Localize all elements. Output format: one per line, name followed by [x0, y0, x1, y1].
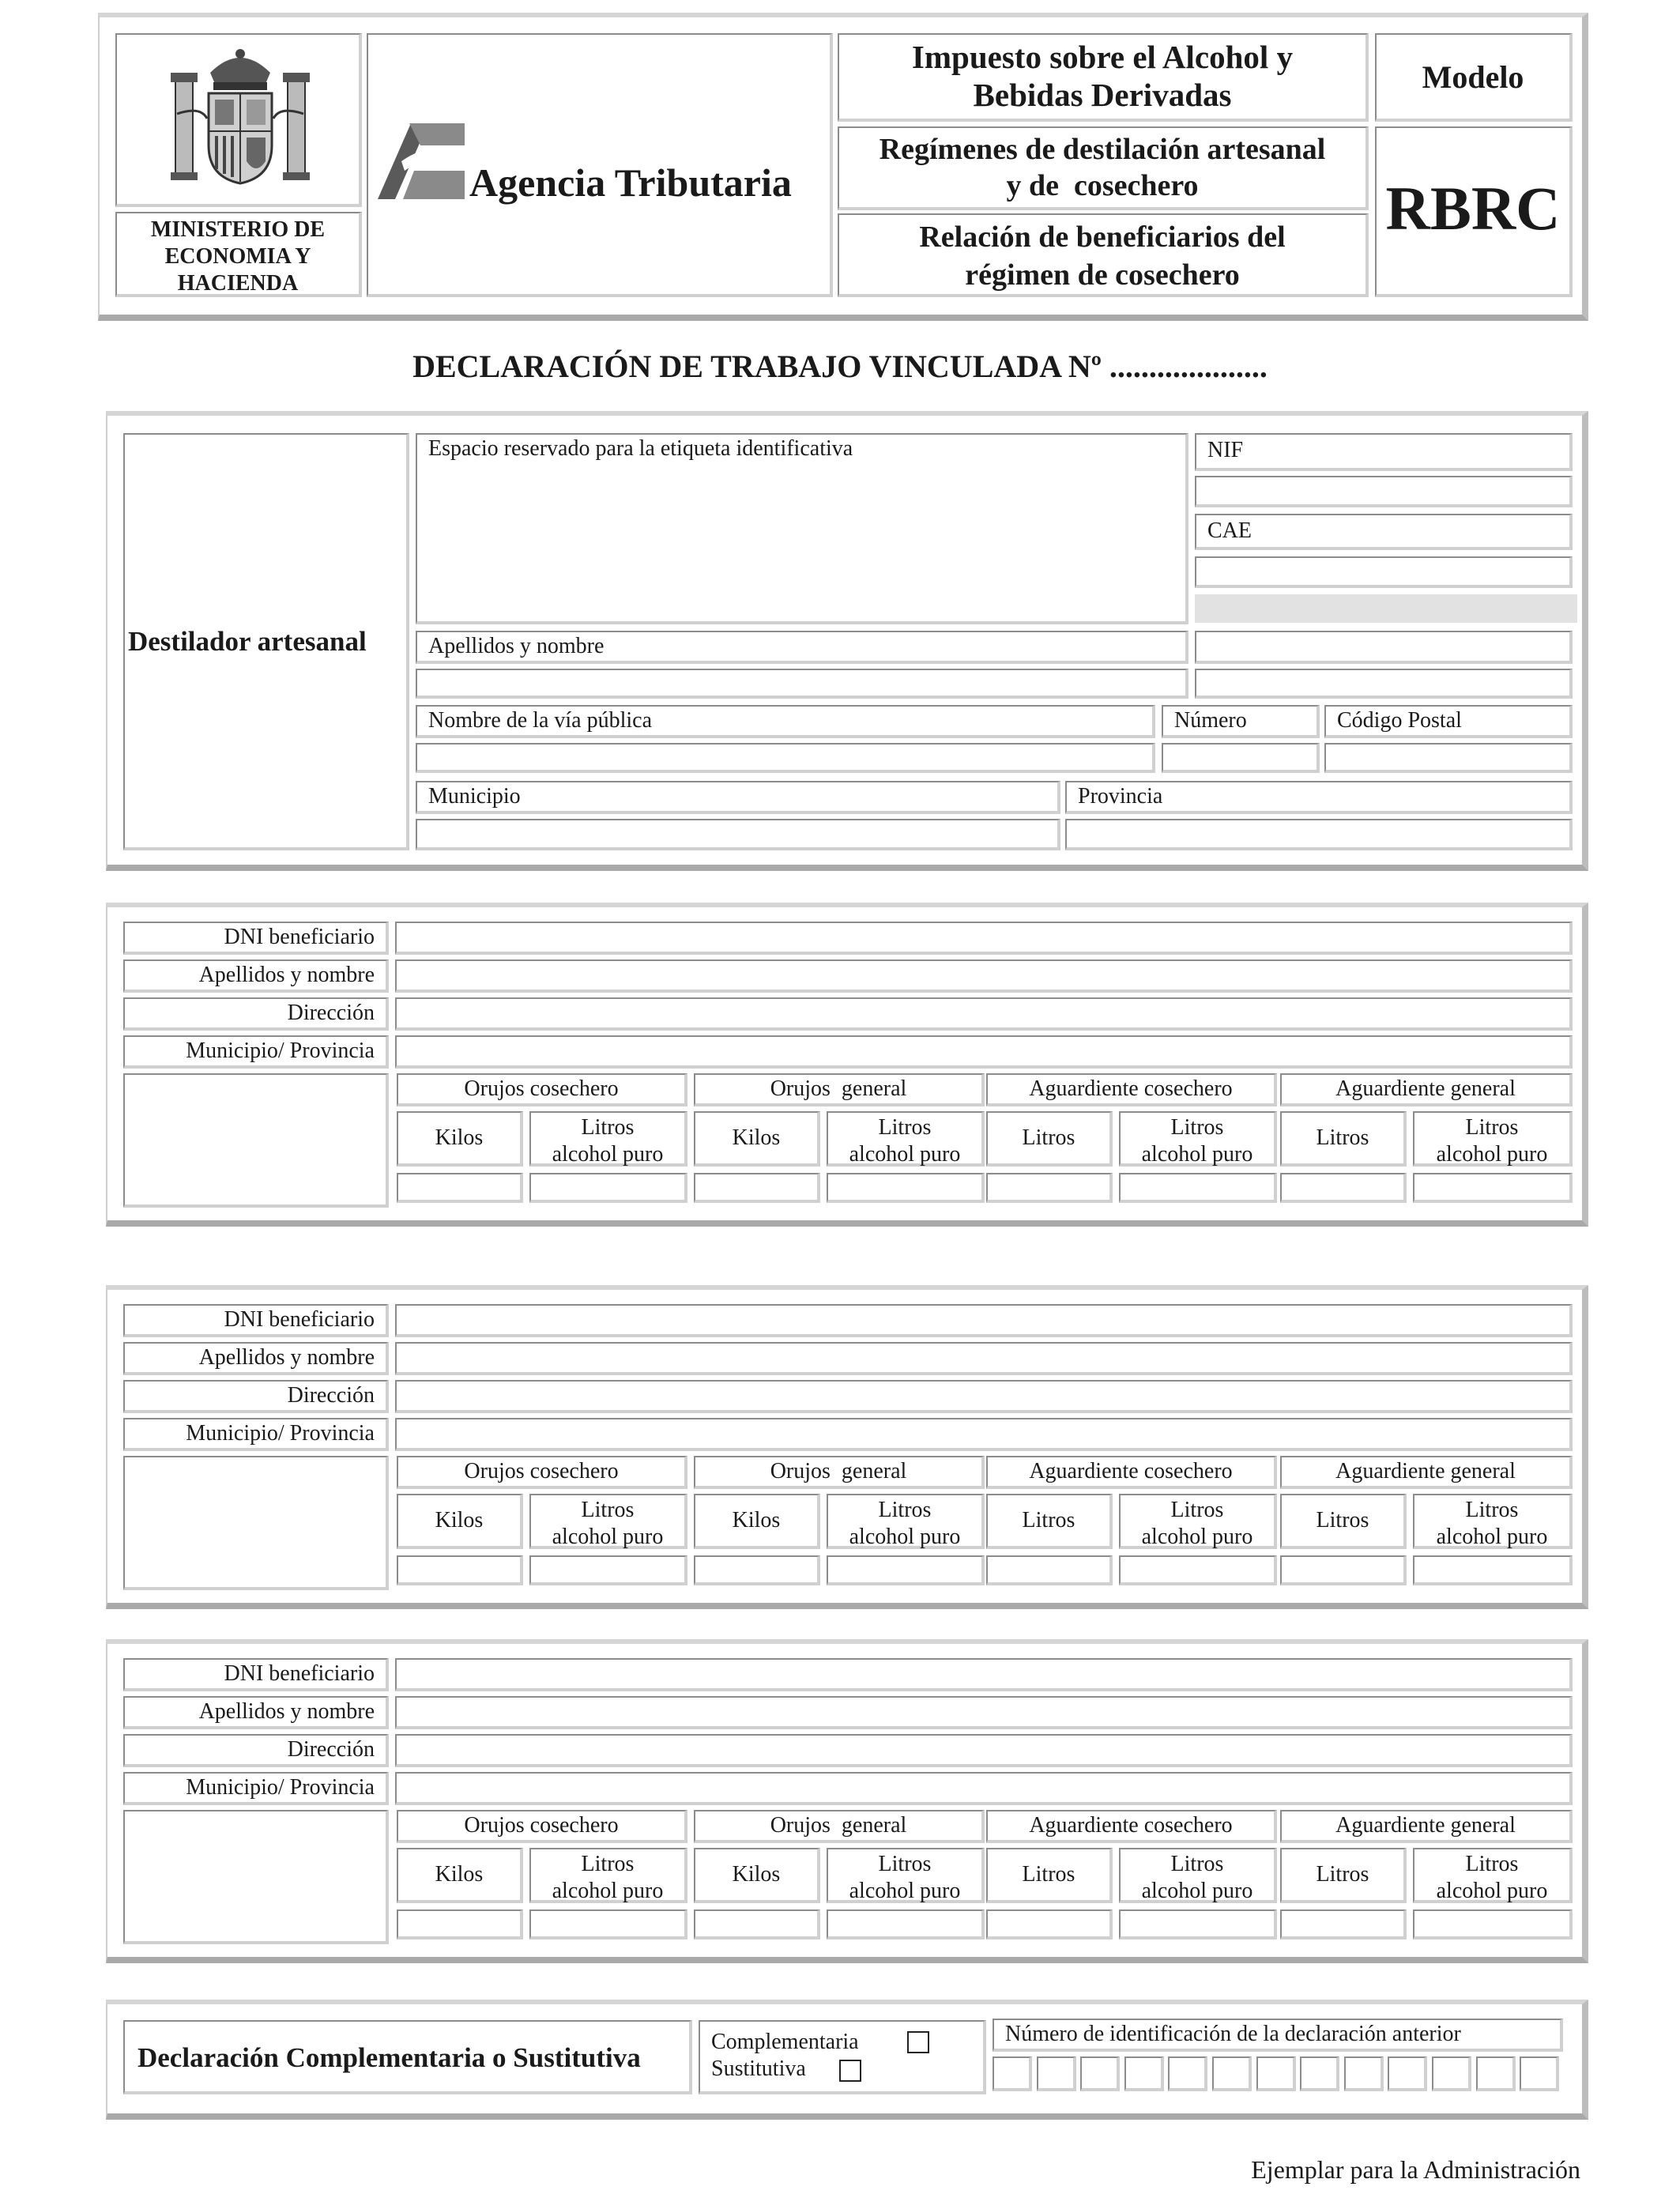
modelo-code-box	[1375, 126, 1573, 297]
type-options-box	[699, 2020, 986, 2094]
litros-label: Litros	[1170, 1498, 1224, 1522]
quantity-header-4-2	[827, 1494, 985, 1549]
alcohol-puro-label: alcohol puro	[552, 1525, 664, 1549]
sustitutiva-checkbox[interactable]	[839, 2060, 861, 2082]
quantity-input-7-1[interactable]	[1280, 1173, 1407, 1203]
orujos-general-header-3	[694, 1810, 985, 1843]
label-space-box	[416, 433, 1188, 624]
quantity-input-8-1[interactable]	[1413, 1173, 1573, 1203]
quantity-header-2-2	[529, 1494, 687, 1549]
litros-label: Litros	[1170, 1115, 1224, 1140]
distiller-section-label: Destilador artesanal	[128, 626, 367, 657]
beneficiary-municipality-label-box-2	[123, 1418, 389, 1451]
agency-box	[367, 33, 833, 297]
litros-label: Litros	[878, 1115, 932, 1140]
orujos-cosechero-header-3	[397, 1810, 687, 1843]
quantities-side-box-3	[123, 1810, 389, 1944]
ministry-line-1: MINISTERIO DE	[150, 217, 326, 242]
beneficiary-name-input-1[interactable]	[395, 959, 1573, 993]
prev-id-digit-cell[interactable]	[1168, 2056, 1207, 2091]
beneficiary-name-label-box-2	[123, 1342, 389, 1375]
litros-label: Litros	[878, 1852, 932, 1876]
sustitutiva-label: Sustitutiva	[711, 2056, 806, 2081]
beneficiary-address-input-3[interactable]	[395, 1734, 1573, 1767]
aguardiente-cosechero-label: Aguardiente cosechero	[1029, 1459, 1233, 1483]
quantity-header-2-1	[529, 1111, 687, 1167]
litros-label: Litros	[1022, 1508, 1075, 1532]
kilos-label: Kilos	[435, 1862, 484, 1887]
prev-id-digit-cell[interactable]	[1344, 2056, 1384, 2091]
dni-beneficiary-input-2[interactable]	[395, 1304, 1573, 1337]
prev-id-label-box	[993, 2019, 1563, 2052]
coat-of-arms-icon	[161, 43, 319, 193]
litros-label: Litros	[1316, 1125, 1369, 1150]
dni-beneficiary-label: DNI beneficiario	[224, 925, 375, 949]
quantity-input-2-3[interactable]	[529, 1909, 687, 1940]
quantity-input-8-2[interactable]	[1413, 1555, 1573, 1585]
alcohol-puro-label: alcohol puro	[1436, 1142, 1548, 1167]
aguardiente-cosechero-label: Aguardiente cosechero	[1029, 1076, 1233, 1101]
kilos-label: Kilos	[435, 1508, 484, 1532]
cae-label: CAE	[1207, 518, 1252, 543]
coat-of-arms-box	[115, 33, 362, 207]
cae-input[interactable]	[1195, 556, 1573, 588]
beneficiary-municipality-label-box-1	[123, 1035, 389, 1069]
beneficiary-municipality-input-2[interactable]	[395, 1418, 1573, 1451]
beneficiary-address-label: Dirección	[287, 1383, 375, 1408]
litros-label: Litros	[1465, 1115, 1519, 1140]
quantity-input-1-3[interactable]	[397, 1909, 523, 1940]
quantity-input-4-2[interactable]	[827, 1555, 985, 1585]
quantity-input-8-3[interactable]	[1413, 1909, 1573, 1940]
dni-beneficiary-label-box-3	[123, 1658, 389, 1691]
litros-label: Litros	[1316, 1508, 1369, 1532]
quantity-header-3-3	[694, 1848, 820, 1903]
tax-title-line-2: Bebidas Derivadas	[973, 77, 1232, 113]
label-space-text: Espacio reservado para la etiqueta identificativa	[428, 436, 853, 461]
postal-label-box	[1324, 705, 1573, 738]
quantity-header-7-1	[1280, 1111, 1407, 1167]
grey-separator-bar	[1195, 594, 1577, 623]
litros-label: Litros	[1022, 1862, 1075, 1887]
beneficiary-name-label-box-1	[123, 959, 389, 993]
distiller-name-label: Apellidos y nombre	[428, 634, 605, 658]
aguardiente-general-header-3	[1280, 1810, 1573, 1843]
aguardiente-general-label: Aguardiente general	[1335, 1813, 1516, 1838]
quantity-header-6-1	[1119, 1111, 1277, 1167]
kilos-label: Kilos	[732, 1862, 781, 1887]
quantity-input-5-2[interactable]	[986, 1555, 1113, 1585]
quantity-input-6-2[interactable]	[1119, 1555, 1277, 1585]
aguardiente-general-label: Aguardiente general	[1335, 1076, 1516, 1101]
prev-id-digit-cell[interactable]	[1037, 2056, 1076, 2091]
beneficiary-municipality-label: Municipio/ Provincia	[186, 1039, 375, 1063]
quantity-input-7-2[interactable]	[1280, 1555, 1407, 1585]
orujos-cosechero-header-2	[397, 1456, 687, 1489]
nif-label-box	[1195, 433, 1573, 471]
distiller-name-label-box	[416, 631, 1188, 664]
alcohol-puro-label: alcohol puro	[1436, 1879, 1548, 1903]
beneficiary-name-label-box-3	[123, 1696, 389, 1729]
alcohol-puro-label: alcohol puro	[552, 1879, 664, 1903]
cae-label-box	[1195, 514, 1573, 550]
aguardiente-general-header-1	[1280, 1073, 1573, 1106]
quantities-side-box-2	[123, 1456, 389, 1590]
prev-id-digit-cell[interactable]	[1476, 2056, 1516, 2091]
litros-label: Litros	[581, 1115, 635, 1140]
street-input[interactable]	[416, 743, 1155, 773]
postal-input[interactable]	[1324, 743, 1573, 773]
prev-id-label: Número de identificación de la declaración anterior	[1005, 2022, 1461, 2046]
beneficiary-address-input-1[interactable]	[395, 997, 1573, 1031]
complementary-title: Declaración Complementaria o Sustitutiva	[137, 2042, 641, 2073]
aguardiente-general-header-2	[1280, 1456, 1573, 1489]
postal-label: Código Postal	[1337, 708, 1462, 733]
quantity-header-1-2	[397, 1494, 523, 1549]
quantity-input-7-3[interactable]	[1280, 1909, 1407, 1940]
relation-title-box	[838, 213, 1369, 297]
dni-beneficiary-input-1[interactable]	[395, 922, 1573, 955]
quantity-header-4-1	[827, 1111, 985, 1167]
ministry-box	[115, 212, 362, 297]
litros-label: Litros	[878, 1498, 932, 1522]
province-label: Provincia	[1078, 784, 1163, 809]
orujos-general-label: Orujos general	[770, 1459, 907, 1483]
beneficiary-address-input-2[interactable]	[395, 1380, 1573, 1413]
distiller-name-aux-input[interactable]	[1195, 669, 1573, 699]
quantity-input-3-2[interactable]	[694, 1555, 820, 1585]
quantity-input-6-1[interactable]	[1119, 1173, 1277, 1203]
declaration-title: DECLARACIÓN DE TRABAJO VINCULADA Nº ....................	[412, 349, 1268, 384]
quantity-input-2-1[interactable]	[529, 1173, 687, 1203]
alcohol-puro-label: alcohol puro	[1141, 1142, 1253, 1167]
street-label: Nombre de la vía pública	[428, 708, 653, 733]
modelo-label: Modelo	[1422, 59, 1524, 95]
litros-label: Litros	[1022, 1125, 1075, 1150]
complementary-title-box	[123, 2020, 692, 2094]
nif-label: NIF	[1207, 438, 1244, 462]
prev-id-digit-cell[interactable]	[1520, 2056, 1559, 2091]
prev-id-digit-cell[interactable]	[1388, 2056, 1427, 2091]
kilos-label: Kilos	[732, 1508, 781, 1532]
alcohol-puro-label: alcohol puro	[849, 1142, 961, 1167]
quantity-header-1-3	[397, 1848, 523, 1903]
quantity-header-7-2	[1280, 1494, 1407, 1549]
relation-title-line-1: Relación de beneficiarios del	[919, 221, 1286, 254]
agency-name: Agencia Tributaria	[469, 160, 792, 205]
modelo-code: RBRC	[1385, 174, 1561, 243]
number-label: Número	[1174, 708, 1247, 733]
alcohol-puro-label: alcohol puro	[1141, 1879, 1253, 1903]
beneficiary-municipality-label: Municipio/ Provincia	[186, 1775, 375, 1800]
orujos-cosechero-label: Orujos cosechero	[464, 1813, 619, 1838]
quantity-header-3-1	[694, 1111, 820, 1167]
dni-beneficiary-input-3[interactable]	[395, 1658, 1573, 1691]
prev-id-digit-cell[interactable]	[1256, 2056, 1296, 2091]
regime-title-box	[838, 126, 1369, 210]
relation-title-line-2: régimen de cosechero	[965, 258, 1240, 292]
street-label-box	[416, 705, 1155, 738]
quantity-header-8-3	[1413, 1848, 1573, 1903]
alcohol-puro-label: alcohol puro	[849, 1525, 961, 1549]
orujos-general-label: Orujos general	[770, 1076, 907, 1101]
tax-title-box	[838, 33, 1369, 122]
orujos-cosechero-header-1	[397, 1073, 687, 1106]
dni-beneficiary-label-box-1	[123, 922, 389, 955]
ministry-line-3: HACIENDA	[177, 271, 299, 296]
quantity-header-7-3	[1280, 1848, 1407, 1903]
municipality-label-box	[416, 781, 1060, 814]
quantity-input-1-2[interactable]	[397, 1555, 523, 1585]
aguardiente-general-label: Aguardiente general	[1335, 1459, 1516, 1483]
quantity-header-4-3	[827, 1848, 985, 1903]
distiller-name-input[interactable]	[416, 669, 1188, 699]
regime-title-line-1: Regímenes de destilación artesanal	[879, 133, 1326, 166]
aguardiente-cosechero-header-2	[986, 1456, 1277, 1489]
quantity-input-3-3[interactable]	[694, 1909, 820, 1940]
beneficiary-name-label: Apellidos y nombre	[198, 1345, 375, 1370]
quantity-input-3-1[interactable]	[694, 1173, 820, 1203]
municipality-input[interactable]	[416, 819, 1060, 850]
quantity-header-5-1	[986, 1111, 1113, 1167]
dni-beneficiary-label: DNI beneficiario	[224, 1307, 375, 1332]
prev-id-digit-cell[interactable]	[1080, 2056, 1120, 2091]
beneficiary-municipality-label: Municipio/ Provincia	[186, 1421, 375, 1446]
aguardiente-cosechero-header-1	[986, 1073, 1277, 1106]
orujos-cosechero-label: Orujos cosechero	[464, 1459, 619, 1483]
aguardiente-cosechero-label: Aguardiente cosechero	[1029, 1813, 1233, 1838]
prev-id-digit-cell[interactable]	[1432, 2056, 1471, 2091]
tax-title-line-1: Impuesto sobre el Alcohol y	[911, 39, 1294, 75]
quantity-header-2-3	[529, 1848, 687, 1903]
litros-label: Litros	[581, 1852, 635, 1876]
quantity-header-1-1	[397, 1111, 523, 1167]
kilos-label: Kilos	[435, 1125, 484, 1150]
province-input[interactable]	[1065, 819, 1573, 850]
footer-copy-label: Ejemplar para la Administración	[1251, 2155, 1580, 2184]
modelo-label-box	[1375, 33, 1573, 122]
distiller-label-box	[123, 433, 409, 850]
litros-label: Litros	[1316, 1862, 1369, 1887]
beneficiary-address-label-box-2	[123, 1380, 389, 1413]
quantity-input-6-3[interactable]	[1119, 1909, 1277, 1940]
quantity-input-2-2[interactable]	[529, 1555, 687, 1585]
quantity-input-5-1[interactable]	[986, 1173, 1113, 1203]
quantity-header-6-3	[1119, 1848, 1277, 1903]
beneficiary-name-input-3[interactable]	[395, 1696, 1573, 1729]
alcohol-puro-label: alcohol puro	[552, 1142, 664, 1167]
beneficiary-address-label-box-3	[123, 1734, 389, 1767]
prev-id-digit-cell[interactable]	[1212, 2056, 1252, 2091]
orujos-general-label: Orujos general	[770, 1813, 907, 1838]
agency-logo-icon	[378, 123, 465, 199]
quantity-header-8-1	[1413, 1111, 1573, 1167]
beneficiary-name-label: Apellidos y nombre	[198, 1699, 375, 1724]
litros-label: Litros	[1465, 1498, 1519, 1522]
beneficiary-name-label: Apellidos y nombre	[198, 963, 375, 987]
complementaria-checkbox[interactable]	[907, 2031, 929, 2053]
quantities-side-box-1	[123, 1073, 389, 1208]
quantity-header-5-3	[986, 1848, 1113, 1903]
litros-label: Litros	[1170, 1852, 1224, 1876]
orujos-general-header-1	[694, 1073, 985, 1106]
municipality-label: Municipio	[428, 784, 521, 809]
kilos-label: Kilos	[732, 1125, 781, 1150]
quantity-input-4-3[interactable]	[827, 1909, 985, 1940]
distiller-name-aux-box[interactable]	[1195, 631, 1573, 664]
number-label-box	[1162, 705, 1320, 738]
orujos-general-header-2	[694, 1456, 985, 1489]
prev-id-digit-cell[interactable]	[1300, 2056, 1339, 2091]
prev-id-digit-cell[interactable]	[1124, 2056, 1164, 2091]
dni-beneficiary-label: DNI beneficiario	[224, 1661, 375, 1686]
province-label-box	[1065, 781, 1573, 814]
quantity-header-5-2	[986, 1494, 1113, 1549]
nif-input[interactable]	[1195, 476, 1573, 507]
alcohol-puro-label: alcohol puro	[849, 1879, 961, 1903]
regime-title-line-2: y de cosechero	[1006, 169, 1199, 202]
quantity-header-8-2	[1413, 1494, 1573, 1549]
beneficiary-municipality-label-box-3	[123, 1772, 389, 1805]
quantity-input-5-3[interactable]	[986, 1909, 1113, 1940]
litros-label: Litros	[1465, 1852, 1519, 1876]
ministry-line-2: ECONOMIA Y	[164, 244, 311, 269]
beneficiary-municipality-input-3[interactable]	[395, 1772, 1573, 1805]
quantity-input-1-1[interactable]	[397, 1173, 523, 1203]
litros-label: Litros	[581, 1498, 635, 1522]
beneficiary-municipality-input-1[interactable]	[395, 1035, 1573, 1069]
beneficiary-name-input-2[interactable]	[395, 1342, 1573, 1375]
dni-beneficiary-label-box-2	[123, 1304, 389, 1337]
alcohol-puro-label: alcohol puro	[1141, 1525, 1253, 1549]
aguardiente-cosechero-header-3	[986, 1810, 1277, 1843]
number-input[interactable]	[1162, 743, 1320, 773]
beneficiary-address-label-box-1	[123, 997, 389, 1031]
quantity-header-3-2	[694, 1494, 820, 1549]
prev-id-digit-cell[interactable]	[993, 2056, 1032, 2091]
orujos-cosechero-label: Orujos cosechero	[464, 1076, 619, 1101]
beneficiary-address-label: Dirección	[287, 1737, 375, 1762]
quantity-header-6-2	[1119, 1494, 1277, 1549]
complementaria-label: Complementaria	[711, 2030, 859, 2054]
alcohol-puro-label: alcohol puro	[1436, 1525, 1548, 1549]
beneficiary-address-label: Dirección	[287, 1001, 375, 1025]
quantity-input-4-1[interactable]	[827, 1173, 985, 1203]
